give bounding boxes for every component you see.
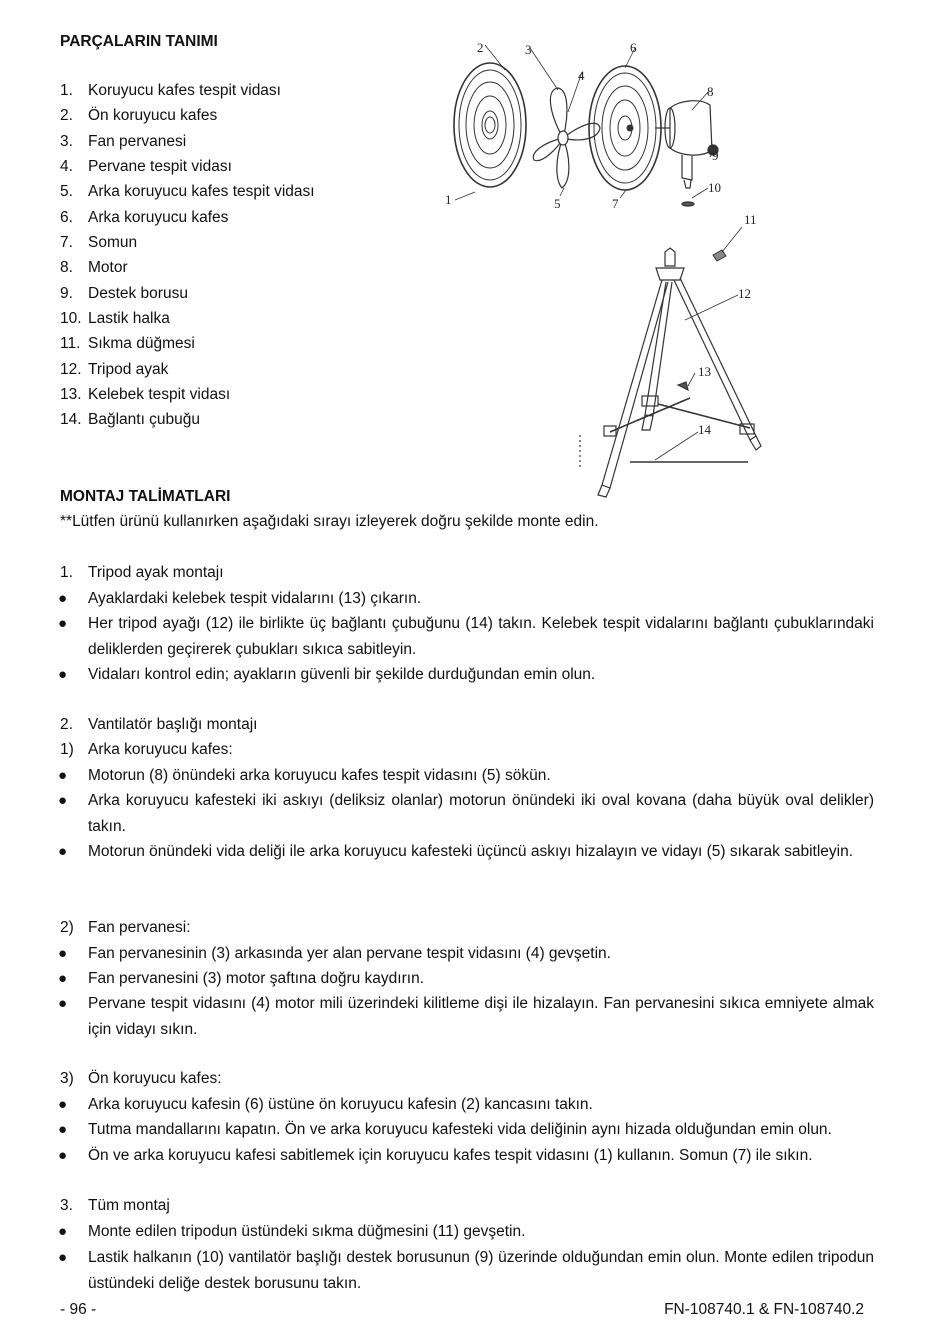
bullet-glyph: ●: [58, 792, 68, 809]
assembly-title: MONTAJ TALİMATLARI: [60, 488, 231, 505]
bullet-text: Her tripod ayağı (12) ile birlikte üç bağlantı çubuğunu (14) takın. Kelebek tespit vidalarını bağlantı çubuklarındaki deliklerden geçirerek çubukları sıkıca sabitleyin.: [88, 615, 874, 658]
knob-drawing: [713, 250, 726, 261]
callout-7: 7: [612, 196, 619, 211]
bullet-glyph: ●: [58, 1121, 68, 1138]
callout-4: 4: [578, 68, 585, 83]
bullet-text: Monte edilen tripodun üstündeki sıkma düğmesini (11) gevşetin.: [88, 1223, 526, 1240]
bullet-glyph: ●: [58, 1147, 68, 1164]
step-title: Tüm montaj: [88, 1197, 170, 1214]
substep-number: 3): [60, 1070, 74, 1087]
bullet-glyph: ●: [58, 843, 68, 860]
bullet-glyph: ●: [58, 615, 68, 632]
exploded-parts-diagram: [430, 30, 780, 505]
step-title: Vantilatör başlığı montajı: [88, 716, 258, 733]
step-number: 2.: [60, 716, 73, 733]
bullet-text: Fan pervanesinin (3) arkasında yer alan pervane tespit vidasını (4) gevşetin.: [88, 945, 611, 962]
bullet-glyph: ●: [58, 995, 68, 1012]
bullet-text: Vidaları kontrol edin; ayakların güvenli bir şekilde durduğundan emin olun.: [88, 666, 596, 683]
bullet-glyph: ●: [58, 1249, 68, 1266]
callout-10: 10: [708, 180, 721, 195]
callout-3: 3: [525, 42, 532, 57]
bullet-text: Fan pervanesini (3) motor şaftına doğru kaydırın.: [88, 970, 424, 987]
bullet-text: Arka koruyucu kafesteki iki askıyı (deliksiz olanlar) motorun önündeki iki oval kovana (daha büyük oval delikler) takın.: [88, 792, 874, 835]
substep-title: Ön koruyucu kafes:: [88, 1070, 222, 1087]
bullet-text: Tutma mandallarını kapatın. Ön ve arka koruyucu kafesteki vida deliğinin aynı hizada olduğundan emin olun.: [88, 1121, 832, 1138]
tripod-drawing: [580, 248, 761, 497]
bullet-glyph: ●: [58, 1096, 68, 1113]
bullet-glyph: ●: [58, 970, 68, 987]
parts-title: PARÇALARIN TANIMI: [60, 33, 218, 50]
bullet-text: Motorun önündeki vida deliği ile arka koruyucu kafesteki üçüncü askıyı hizalayın ve vidayı (5) sıkarak sabitleyin.: [88, 843, 854, 860]
bullet-text: Arka koruyucu kafesin (6) üstüne ön koruyucu kafesin (2) kancasını takın.: [88, 1096, 593, 1113]
bullet-glyph: ●: [58, 1223, 68, 1240]
model-number: FN-108740.1 & FN-108740.2: [664, 1301, 864, 1318]
callout-13: 13: [698, 364, 711, 379]
bullet-text: Lastik halkanın (10) vantilatör başlığı destek borusunun (9) üzerinde olduğundan emin olun. Monte edilen tripodun üstündeki deliğe destek borusunu takın.: [88, 1249, 874, 1292]
substep-title: Arka koruyucu kafes:: [88, 741, 233, 758]
callout-5: 5: [554, 196, 561, 211]
callout-11: 11: [744, 212, 757, 227]
bullet-text: Motorun (8) önündeki arka koruyucu kafes tespit vidasını (5) sökün.: [88, 767, 551, 784]
callout-12: 12: [738, 286, 751, 301]
step-number: 3.: [60, 1197, 73, 1214]
step-number: 1.: [60, 564, 73, 581]
bullet-text: Ön ve arka koruyucu kafesi sabitlemek için koruyucu kafes tespit vidasını (1) kullanın. Somun (7) ile sıkın.: [88, 1147, 813, 1164]
front-guard-drawing: [454, 63, 526, 187]
callout-8: 8: [707, 84, 714, 99]
callout-9: 9: [712, 148, 719, 163]
bullet-glyph: ●: [58, 945, 68, 962]
substep-title: Fan pervanesi:: [88, 919, 191, 936]
page-number: - 96 -: [60, 1301, 97, 1318]
bullet-text: Ayaklardaki kelebek tespit vidalarını (13) çıkarın.: [88, 590, 422, 607]
callout-14: 14: [698, 422, 711, 437]
step-title: Tripod ayak montajı: [88, 564, 224, 581]
callout-2: 2: [477, 40, 484, 55]
bullet-glyph: ●: [58, 666, 68, 683]
assembly-intro: **Lütfen ürünü kullanırken aşağıdaki sırayı izleyerek doğru şekilde monte edin.: [60, 513, 599, 530]
substep-number: 1): [60, 741, 74, 758]
callout-6: 6: [630, 40, 637, 55]
substep-number: 2): [60, 919, 74, 936]
bullet-glyph: ●: [58, 767, 68, 784]
callout-1: 1: [445, 192, 452, 207]
bullet-text: Pervane tespit vidasını (4) motor mili üzerindeki kilitleme dişi ile hizalayın. Fan pervanesini sıkıca emniyete almak için vidayı sıkın.: [88, 995, 874, 1038]
callout-numbers: [445, 40, 757, 437]
bullet-glyph: ●: [58, 590, 68, 607]
callout-leaders: [455, 45, 742, 460]
document-page: PARÇALARIN TANIMI 1. Koruyucu kafes tespit vidası 2. Ön koruyucu kafes 3. Fan pervanesi 4. Pervane tespit vidası 5. Arka koruyucu kafes tespit vidası 6. Arka koruyucu kafes 7. Somun 8. Motor 9. Destek borusu 10. Lastik halka 11. Sıkma düğmesi 12. Tripod ayak 13. Kelebek tespit vidası 14. Bağlantı çubuğu 2 3 4 6 8 9 10 11 12 13 14 1 5 7 MONTAJ TALİMATLARI **Lütfen ürünü kullanırken aşağıdaki sırayı izleyerek doğru şekilde monte edin. 1. Tripod ayak montajı ● Ayaklardaki kelebek tespit vidalarını (13) çıkarın. ● Her tripod ayağı (12) ile birlikte üç bağlantı çubuğunu (14) takın. Kelebek tespit vidalarını bağlantı çubuklarındaki deliklerden geçirerek çubukları sıkıca sabitleyin. ● Vidaları kontrol edin; ayakların güvenli bir şekilde durduğundan emin olun. 2. Vantilatör başlığı montajı 1) Arka koruyucu kafes: ● Motorun (8) önündeki arka koruyucu kafes tespit vidasını (5) sökün. ● Arka koruyucu kafesteki iki askıyı (deliksiz olanlar) motorun önündeki iki oval kovana (daha büyük oval delikler) takın. ● Motorun önündeki vida deliği ile arka koruyucu kafesteki üçüncü askıyı hizalayın ve vidayı (5) sıkarak sabitleyin. 2) Fan pervanesi: ● Fan pervanesinin (3) arkasında yer alan pervane tespit vidasını (4) gevşetin. ● Fan pervanesini (3) motor şaftına doğru kaydırın. ● Pervane tespit vidasını (4) motor mili üzerindeki kilitleme dişi ile hizalayın. Fan pervanesini sıkıca emniyete almak için vidayı sıkın. 3) Ön koruyucu kafes: ● Arka koruyucu kafesin (6) üstüne ön koruyucu kafesin (2) kancasını takın. ● Tutma mandallarını kapatın. Ön ve arka koruyucu kafesteki vida deliğinin aynı hizada olduğundan emin olun. ● Ön ve arka koruyucu kafesi sabitlemek için koruyucu kafes tespit vidasını (1) kullanın. Somun (7) ile sıkın. 3. Tüm montaj ● Monte edilen tripodun üstündeki sıkma düğmesini (11) gevşetin. ● Lastik halkanın (10) vantilatör başlığı destek borusunun (9) üzerinde olduğundan emin olun. Monte edilen tripodun üstündeki deliğe destek borusunu takın. - 96 - FN-108740.1 & FN-108740.2: [0, 0, 950, 1342]
